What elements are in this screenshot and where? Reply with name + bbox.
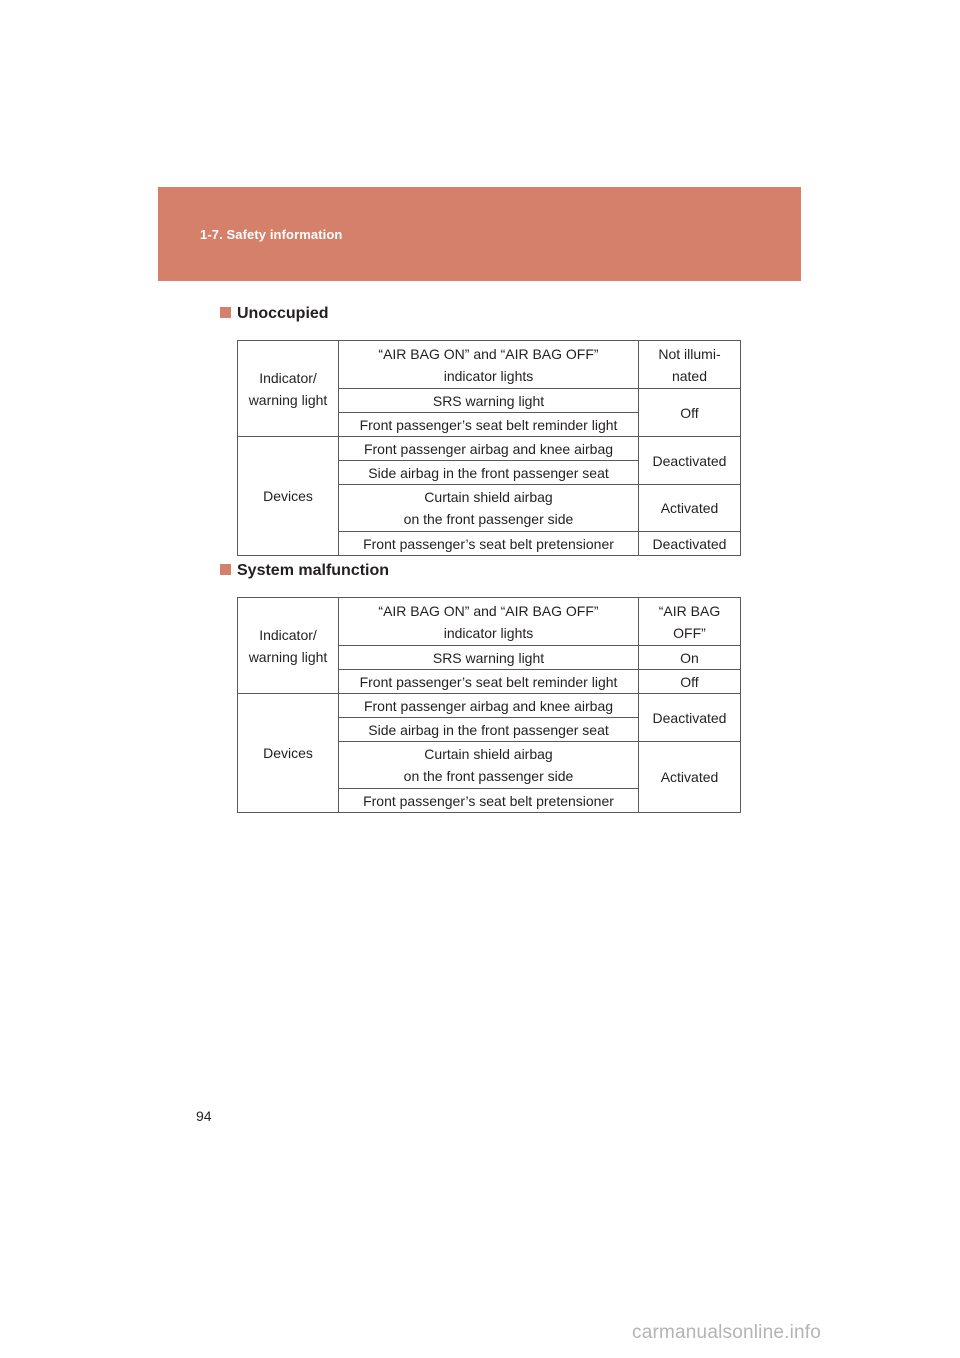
heading-unoccupied-text: Unoccupied	[237, 305, 329, 322]
cell-group-indicator: Indicator/ warning light	[238, 341, 339, 437]
table-row	[238, 341, 741, 389]
square-bullet-icon	[220, 307, 231, 318]
cell-item: “AIR BAG ON” and “AIR BAG OFF” indicator lights	[339, 598, 639, 646]
cell-status: Deactivated	[639, 532, 741, 556]
cell-item: Front passenger’s seat belt reminder light	[339, 670, 639, 694]
cell-item: Front passenger’s seat belt reminder light	[339, 413, 639, 437]
cell-group-indicator: Indicator/ warning light	[238, 598, 339, 694]
table-system-malfunction	[237, 597, 741, 813]
cell-status: Deactivated	[639, 437, 741, 485]
header-band	[158, 187, 801, 281]
heading-unoccupied	[220, 305, 329, 323]
cell-status: Not illumi- nated	[639, 341, 741, 389]
cell-item: SRS warning light	[339, 389, 639, 413]
heading-system-malfunction-text: System malfunction	[237, 562, 390, 579]
cell-item: Front passenger airbag and knee airbag	[339, 437, 639, 461]
cell-status: On	[639, 646, 741, 670]
cell-group-devices: Devices	[238, 694, 339, 813]
section-label: 1-7. Safety information	[200, 227, 343, 242]
cell-status: Activated	[639, 485, 741, 532]
table-row	[238, 598, 741, 646]
page-number: 94	[196, 1108, 212, 1124]
cell-status: “AIR BAG OFF”	[639, 598, 741, 646]
table-row	[238, 437, 741, 461]
cell-status: Off	[639, 670, 741, 694]
heading-system-malfunction	[220, 562, 389, 580]
watermark: carmanualsonline.info	[632, 1322, 822, 1343]
cell-status: Deactivated	[639, 694, 741, 742]
cell-item: Side airbag in the front passenger seat	[339, 461, 639, 485]
cell-group-devices: Devices	[238, 437, 339, 556]
cell-item: Curtain shield airbag on the front passenger side	[339, 742, 639, 789]
cell-status: Activated	[639, 742, 741, 813]
cell-item: “AIR BAG ON” and “AIR BAG OFF” indicator lights	[339, 341, 639, 389]
table-row	[238, 694, 741, 718]
cell-item: SRS warning light	[339, 646, 639, 670]
square-bullet-icon	[220, 564, 231, 575]
cell-item: Front passenger’s seat belt pretensioner	[339, 789, 639, 813]
cell-item: Front passenger airbag and knee airbag	[339, 694, 639, 718]
cell-item: Side airbag in the front passenger seat	[339, 718, 639, 742]
cell-status: Off	[639, 389, 741, 437]
cell-item: Front passenger’s seat belt pretensioner	[339, 532, 639, 556]
table-unoccupied	[237, 340, 741, 556]
cell-item: Curtain shield airbag on the front passenger side	[339, 485, 639, 532]
